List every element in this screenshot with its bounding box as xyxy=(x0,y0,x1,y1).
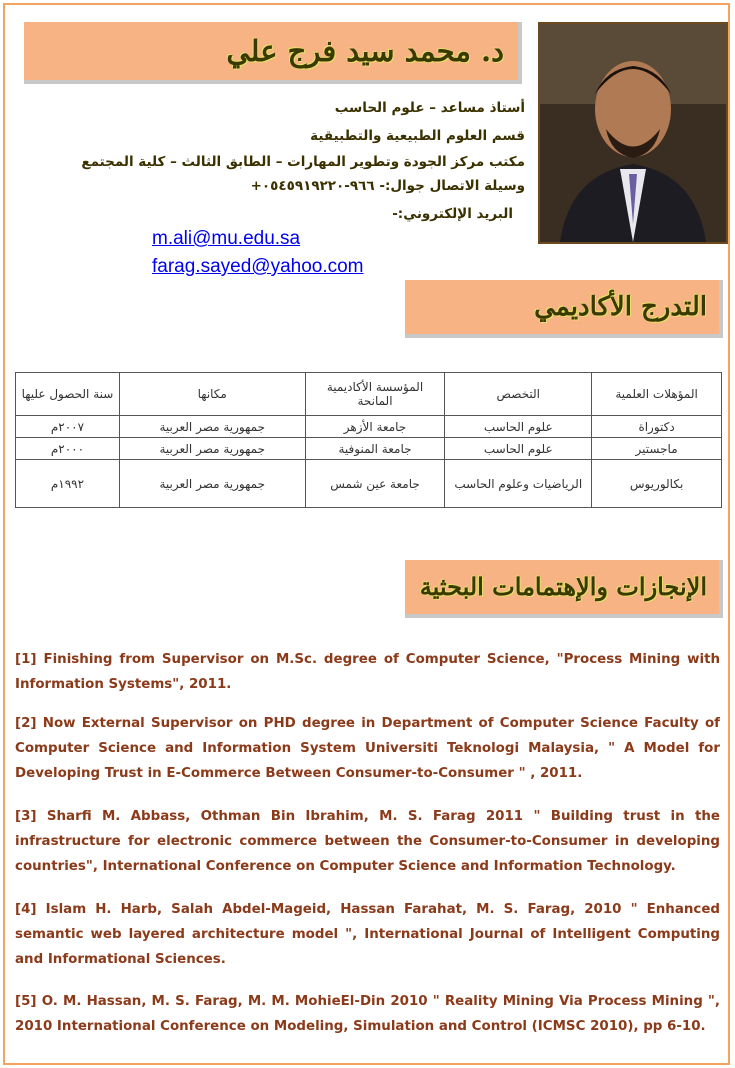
table-cell: علوم الحاسب xyxy=(445,416,592,438)
table-cell: الرياضيات وعلوم الحاسب xyxy=(445,460,592,508)
email-link-1[interactable]: m.ali@mu.edu.sa xyxy=(152,228,301,249)
profile-photo xyxy=(538,22,728,244)
reference-item: [3] Sharfi M. Abbass, Othman Bin Ibrahim, M. S. Farag 2011 " Building trust in the infrastructure for electronic commerce between the Consumer-to-Consumer in developing countries", International Conference on Computer Science and Information Technology. xyxy=(15,809,720,874)
table-cell: جمهورية مصر العربية xyxy=(119,438,305,460)
table-header-cell: المؤسسة الأكاديمية المانحة xyxy=(305,373,445,416)
name-banner xyxy=(24,22,522,84)
job-title: أستاذ مساعد – علوم الحاسب xyxy=(334,100,525,116)
table-cell: ماجستير xyxy=(592,438,722,460)
phone: وسيلة الاتصال جوال:- ٩٦٦-٠٥٤٥٩١٩٢٢٠+ xyxy=(250,178,525,194)
table-cell: جمهورية مصر العربية xyxy=(119,416,305,438)
table-row xyxy=(16,438,722,460)
email-label: البريد الإلكتروني:- xyxy=(392,206,513,222)
table-cell: جمهورية مصر العربية xyxy=(119,460,305,508)
portrait-image xyxy=(540,24,726,242)
table-cell: ١٩٩٢م xyxy=(16,460,120,508)
table-header-cell: مكانها xyxy=(119,373,305,416)
office-location: مكتب مركز الجودة وتطوير المهارات – الطابق الثالث – كلية المجتمع xyxy=(81,154,525,170)
table-cell: جامعة المنوفية xyxy=(305,438,445,460)
reference-item: [2] Now External Supervisor on PHD degree in Department of Computer Science Faculty of Computer Science and Information System Universiti Teknologi Malaysia, " A Model for Developing Trust in E-Commerce Between Consumer-to-Consumer " , 2011. xyxy=(15,716,720,781)
table-cell: علوم الحاسب xyxy=(445,438,592,460)
research-section-banner xyxy=(405,560,723,618)
qualifications-table xyxy=(15,372,722,508)
table-cell: دكتوراة xyxy=(592,416,722,438)
table-row xyxy=(16,416,722,438)
academic-section-banner xyxy=(405,280,723,338)
email-link-2[interactable]: farag.sayed@yahoo.com xyxy=(152,256,364,277)
table-header-cell: المؤهلات العلمية xyxy=(592,373,722,416)
reference-item: [4] Islam H. Harb, Salah Abdel-Mageid, Hassan Farahat, M. S. Farag, 2010 " Enhanced semantic web layered architecture model ", International Journal of Intelligent Computing and Informational Sciences. xyxy=(15,902,720,967)
department: قسم العلوم الطبيعية والتطبيقية xyxy=(310,128,525,144)
table-cell: ٢٠٠٧م xyxy=(16,416,120,438)
table-header-cell: سنة الحصول عليها xyxy=(16,373,120,416)
person-name: د. محمد سيد فرج علي xyxy=(226,34,504,68)
table-cell: جامعة الأزهر xyxy=(305,416,445,438)
table-header-cell: التخصص xyxy=(445,373,592,416)
table-cell: بكالوريوس xyxy=(592,460,722,508)
reference-item: [1] Finishing from Supervisor on M.Sc. degree of Computer Science, "Process Mining with Information Systems", 2011. xyxy=(15,652,720,692)
reference-item: [5] O. M. Hassan, M. S. Farag, M. M. MohieEl-Din 2010 " Reality Mining Via Process Mining ", 2010 International Conference on Modeling, Simulation and Control (ICMSC 2010), pp 6-10. xyxy=(15,994,720,1034)
table-header-row xyxy=(16,373,722,416)
table-row xyxy=(16,460,722,508)
table-cell: جامعة عين شمس xyxy=(305,460,445,508)
academic-section-title: التدرج الأكاديمي xyxy=(534,292,707,322)
research-section-title: الإنجازات والإهتمامات البحثية xyxy=(419,572,707,601)
table-cell: ٢٠٠٠م xyxy=(16,438,120,460)
